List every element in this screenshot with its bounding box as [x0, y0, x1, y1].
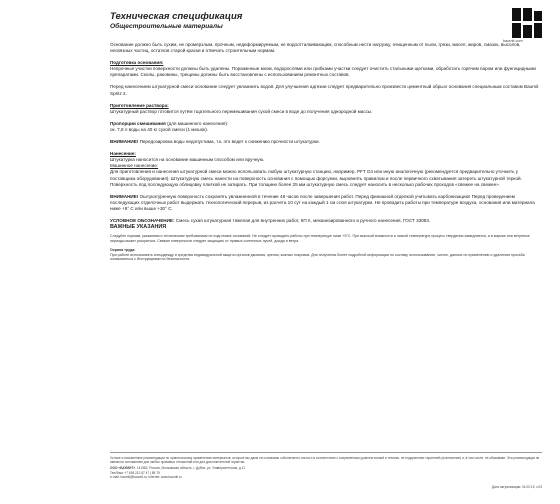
- proportions-suffix: (для машинного нанесения):: [165, 120, 229, 126]
- mix-text: Штукатурный раствор готовится путём тщательного перемешивания сухой смеси в воде до получения однородной массы.: [110, 108, 373, 114]
- machine-text: Для приготовления и нанесения штукатурной смеси можно использовать любую штукатурную станцию, например, PFT G4 или иную аналогичную (рекомендуется предварительно уточнить у поставщика оборудования). Штукатурную смесь нанести на поверхность основания с помощью форсунки, выровнять правилом и после первичного схватывания затереть штукатурной теркой. Поверхность под последующую облицовку плиткой не затирать. При толщине более 25 мм штукатурную смесь следует наносить в несколько рабочих проходов «свежее на свежее».: [110, 169, 522, 187]
- logo-url: baumit.com: [503, 39, 523, 43]
- prep-text: Непрочные участки поверхности должны быть удалены. Пораженные мхом, водорослями или грибками участки следует очистить стальными щетками, обработать горячим паром или фунгицидными препаратами. Сколы, раковины, трещины должны быть восстановлены с использованием ремонтных составов.: [110, 66, 536, 78]
- important-text: Следуйте нормам, указаниям и техническим требованиям по подготовке оснований. Не следует проводить работы при температуре ниже +5°С. При высокой влажности и низкой температуре процесс твердения замедляется, а в жаркие или ветреные периоды может ускоряться. Свежие поверхности следует защищать от прямых солнечных лучей, дождя и ветра.: [110, 234, 530, 243]
- intro-text: Основание должно быть сухим, не промерзлым, прочным, недеформируемым, не водоотталкивающим, способным нести нагрузку, очищенным от пыли, грязи, масел, жиров, смазок, высолов, несвязных частиц, остатков старой краски и отвечать строительным нормам.: [110, 42, 521, 54]
- safety-title: Охрана труда:: [110, 247, 136, 252]
- mix-title: Приготовление раствора:: [110, 102, 169, 108]
- baumit-logo: [512, 8, 542, 38]
- proportions-title: Пропорции смешивания: [110, 120, 166, 126]
- footer-disclaimer: Устные и письменные рекомендации по практическому применению материалов, которые мы даем на основании собственного опыта и в соответствии с современным уровнем знаний и техники, не подкрепляют гарантией (исключение) и, в том числе, не обязывают. Эти рекомендации не являются основанием для любых правовых отношений или для дополнительной гарантии.: [110, 456, 540, 465]
- spec-content: [110, 42, 542, 262]
- prep-title: Подготовка основания:: [110, 60, 164, 66]
- apply-title: Нанесение:: [110, 151, 136, 157]
- footer-divider: [110, 452, 542, 453]
- proportions-text: ок. 7,8 л воды на 40 кг сухой смеси (1 мешок).: [110, 126, 209, 132]
- machine-title: Машинное нанесение:: [110, 163, 159, 169]
- footer-email: e-mail: baumit@baumit.ru, Internet: www.baumit.ru: [110, 474, 182, 479]
- apply-text: Штукатурка наносится на основание машинным способом или вручную.: [110, 157, 265, 163]
- important-title: ВАЖНЫЕ УКАЗАНИЯ: [110, 224, 167, 231]
- footer-phone: Тел/Факс +7 495 212 87 47 | 85 79: [110, 470, 160, 475]
- designation-text: Смесь сухая штукатурная тяжелая для внутренних работ, КП II, механизированного и ручного нанесения, ГОСТ 33083.: [174, 217, 431, 223]
- warning-1-title: ВНИМАНИЕ!: [110, 139, 139, 145]
- warning-2: [110, 194, 542, 212]
- warning-2-text: Оштукатуренную поверхность сохранять увлажненной в течение 48 часов после завершения работ. Перед финишной отделкой учитывать карбонизацию! Перед проведением последующих отделочных работ выдержать технологический перерыв, из расчета 10 сут на каждый 1 см слоя штукатурки. Не проводить работы при температуре воздуха, основания или материала ниже +5° С или выше +30° С.: [110, 193, 535, 211]
- footer-company: ООО «БАУМИТ»: [110, 466, 136, 471]
- designation-title: УСЛОВНОЕ ОБОЗНАЧЕНИЕ:: [110, 217, 175, 223]
- page-footer: [110, 456, 542, 489]
- warning-1-text: Передозировка воды недопустима, т.к. это ведет к снижению прочности штукатурки.: [138, 139, 320, 145]
- footer-date: Дата актуализации: 04.02.19, v.03: [492, 485, 542, 489]
- page-subtitle: Общестроительные материалы: [110, 23, 223, 30]
- footer-address-text: , 141982, Россия, Московская область, г. Дубна, ул. Университетская, д.11: [135, 466, 246, 471]
- page-title: Техническая спецификация: [110, 11, 243, 22]
- safety-text: При работе использовать спецодежду и средства индивидуальной защиты органов дыхания, зрения, кожных покровов. Для получения более подробной информации по составу, использованию, чистке, данных по применению и удалению просьба ознакомиться с Инструкциями по безопасности.: [110, 252, 525, 262]
- prep-text-2: Перед нанесением штукатурной смеси основание следует увлажнить водой. Для улучшения адгезии следует предварительно произвести цементный обрызг основания специальным составом Baumit Spritz 2.: [110, 84, 539, 96]
- warning-2-title: ВНИМАНИЕ!: [110, 193, 139, 199]
